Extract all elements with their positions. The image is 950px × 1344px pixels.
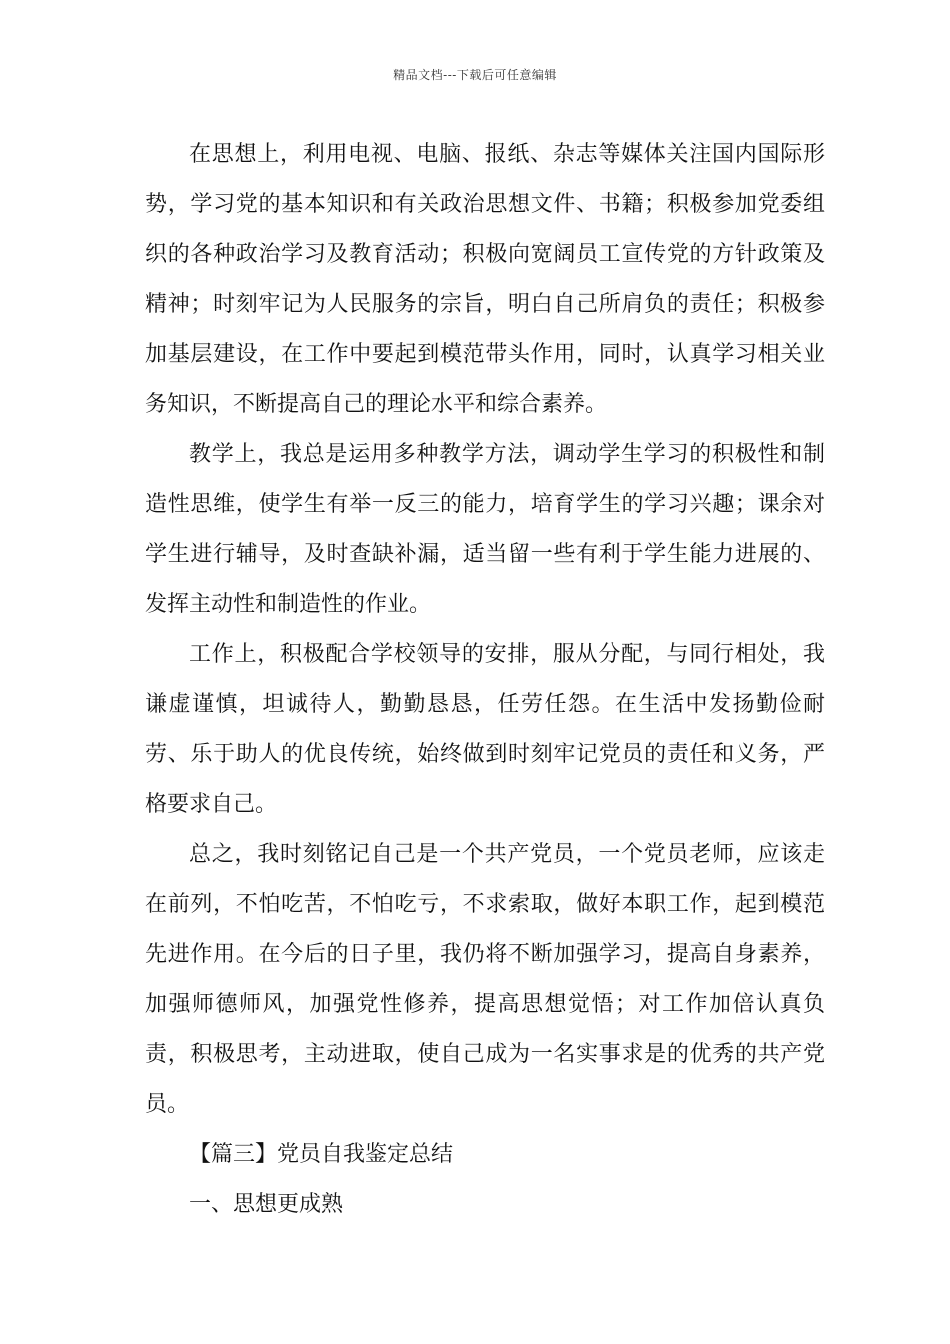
subheading: 一、思想更成熟 — [189, 1192, 344, 1217]
page-header: 精品文档---下载后可任意编辑 — [393, 68, 557, 82]
paragraph-ideology: 在思想上，利用电视、电脑、报纸、杂志等媒体关注国内国际形势，学习党的基本知识和有关政治思想文件、书籍；积极参加党委组织的各种政治学习及教育活动；积极向宽阔员工宣传党的方针政策及精神；时刻牢记为人民服务的宗旨，明白自己所肩负的责任；积极参加基层建设，在工作中要起到模范带头作用，同时，认真学习相关业务知识，不断提高自己的理论水平和综合素养。 — [145, 142, 825, 417]
section-title: 【篇三】党员自我鉴定总结 — [189, 1142, 454, 1167]
paragraph-conclusion: 总之，我时刻铭记自己是一个共产党员，一个党员老师，应该走在前列，不怕吃苦，不怕吃亏，不求索取，做好本职工作，起到模范先进作用。在今后的日子里，我仍将不断加强学习，提高自身素养，加强师德师风，加强党性修养，提高思想觉悟；对工作加倍认真负责，积极思考，主动进取，使自己成为一名实事求是的优秀的共产党员。 — [145, 842, 825, 1117]
paragraph-work: 工作上，积极配合学校领导的安排，服从分配，与同行相处，我谦虚谨慎，坦诚待人，勤勤恳恳，任劳任怨。在生活中发扬勤俭耐劳、乐于助人的优良传统，始终做到时刻牢记党员的责任和义务，严格要求自己。 — [145, 642, 825, 817]
document-body — [145, 130, 825, 1230]
paragraph-teaching: 教学上，我总是运用多种教学方法，调动学生学习的积极性和制造性思维，使学生有举一反三的能力，培育学生的学习兴趣；课余对学生进行辅导，及时查缺补漏，适当留一些有利于学生能力进展的、发挥主动性和制造性的作业。 — [145, 442, 825, 617]
